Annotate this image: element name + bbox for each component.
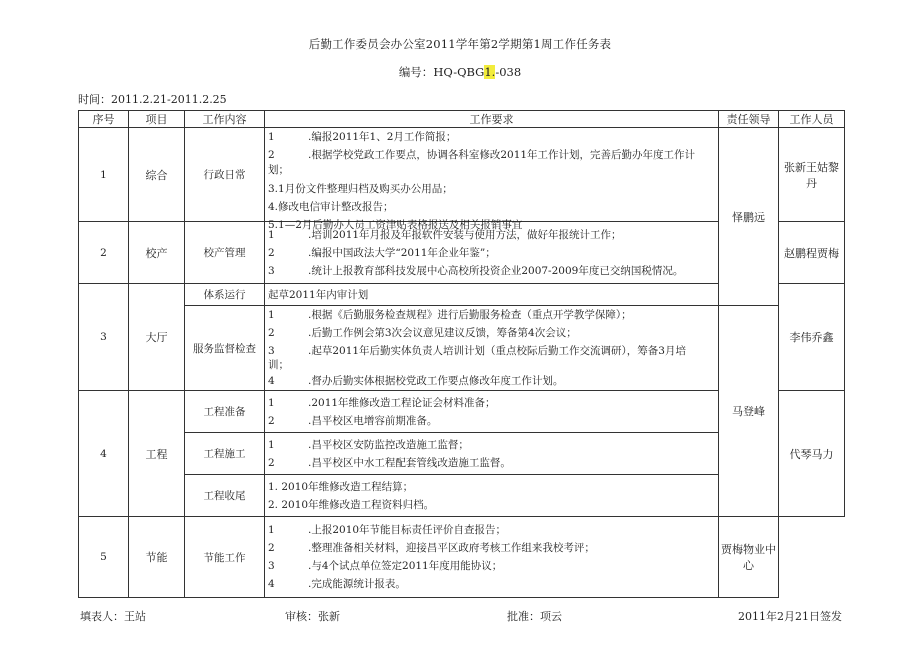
req-line: 3 .统计上报教育部科技发展中心高校所投资企业2007-2009年度已交纳国税情况。 <box>268 264 684 277</box>
code-prefix: HQ-QBG <box>433 65 485 79</box>
row-requirements <box>265 517 719 598</box>
row-content: 体系运行 <box>185 284 265 306</box>
col-header-leader: 责任领导 <box>719 111 779 128</box>
row-requirements <box>265 433 719 475</box>
req-line: 2 .昌平校区中水工程配套管线改造施工监督。 <box>268 456 511 469</box>
req-line: 1 .编报2011年1、2月工作简报； <box>268 131 457 143</box>
req-line: 2. 2010年维修改造工程资料归档。 <box>268 498 435 511</box>
row-project: 节能 <box>129 517 185 598</box>
table-row <box>79 306 845 391</box>
row-content: 节能工作 <box>185 517 265 598</box>
req-line: 1 .培训2011年月报及年报软件安装与使用方法，做好年报统计工作； <box>268 228 622 241</box>
row-content: 工程收尾 <box>185 475 265 517</box>
req-line: 1 .昌平校区安防监控改造施工监督； <box>268 438 469 451</box>
col-header-project: 项目 <box>129 111 185 128</box>
issue-date: 2011年2月21日签发 <box>738 610 842 623</box>
row-requirements <box>265 306 719 391</box>
req-line: 划； <box>268 164 289 176</box>
req-line: 1 .上报2010年节能目标责任评价自查报告； <box>268 524 507 536</box>
row-number: 5 <box>79 517 129 598</box>
table-row <box>79 128 845 222</box>
document-code <box>0 64 920 80</box>
req-line: 4 .督办后勤实体根据校党政工作要点修改年度工作计划。 <box>268 375 564 387</box>
row-content: 工程施工 <box>185 433 265 475</box>
req-line: 2 .编报中国政法大学“2011年企业年鉴”； <box>268 246 496 259</box>
filler: 填表人：王站 <box>80 610 146 623</box>
row-project: 工程 <box>129 391 185 517</box>
row-staff: 张新王姑黎丹 <box>779 128 845 222</box>
col-header-requirements: 工作要求 <box>265 111 719 128</box>
req-line: 5.1—2月后勤办人员工资津贴表格报送及相关报销事宜 <box>268 219 523 231</box>
time-range <box>78 91 227 107</box>
col-header-no: 序号 <box>79 111 129 128</box>
req-line: 2 .后勤工作例会第3次会议意见建议反馈，筹备第4次会议； <box>268 327 577 339</box>
time-value: 2011.2.21-2011.2.25 <box>111 93 227 106</box>
row-requirements <box>265 475 719 517</box>
row-project: 校产 <box>129 222 185 284</box>
table-row <box>79 517 845 598</box>
req-line: 3 .与4个试点单位签定2011年度用能协议； <box>268 560 503 572</box>
row-number: 4 <box>79 391 129 517</box>
approver: 批准：项云 <box>507 610 562 623</box>
row-requirements: 起草2011年内审计划 <box>265 284 719 306</box>
row-requirements <box>265 391 719 433</box>
req-line: 1 .2011年维修改造工程论证会材料准备； <box>268 396 496 409</box>
row-content: 工程准备 <box>185 391 265 433</box>
col-header-content: 工作内容 <box>185 111 265 128</box>
row-requirements <box>265 222 719 284</box>
req-line: 2 .根据学校党政工作要点，协调各科室修改2011年工作计划，完善后勤办年度工作计 <box>268 149 696 161</box>
row-project: 综合 <box>129 128 185 222</box>
row-staff: 贾梅物业中心 <box>719 517 779 598</box>
row-number: 3 <box>79 284 129 391</box>
task-table <box>78 110 845 598</box>
table-header-row <box>79 111 845 128</box>
row-staff: 李伟乔鑫 <box>779 284 845 391</box>
req-line: 3.1月份文件整理归档及购买办公用品； <box>268 183 453 195</box>
row-requirements <box>265 128 719 231</box>
row-staff: 代琴马力 <box>779 391 845 517</box>
req-line: 1 .根据《后勤服务检查规程》进行后勤服务检查（重点开学教学保障）； <box>268 309 632 321</box>
code-suffix: -038 <box>495 65 522 79</box>
row-number: 1 <box>79 128 129 222</box>
time-label: 时间： <box>78 93 111 106</box>
req-line: 4 .完成能源统计报表。 <box>268 578 406 590</box>
code-label: 编号： <box>398 65 434 79</box>
req-line: 2 .昌平校区电增容前期准备。 <box>268 414 438 427</box>
reviewer: 审核：张新 <box>285 610 340 623</box>
row-content: 行政日常 <box>185 128 265 222</box>
req-line: 3 .起草2011年后勤实体负责人培训计划（重点校际后勤工作交流调研），筹备3月培 <box>268 345 686 357</box>
leader-cell: 马登峰 <box>719 306 779 517</box>
col-header-staff: 工作人员 <box>779 111 845 128</box>
row-number: 2 <box>79 222 129 284</box>
row-project: 大厅 <box>129 284 185 391</box>
req-line: 训； <box>268 359 289 371</box>
document-title: 后勤工作委员会办公室2011学年第2学期第1周工作任务表 <box>308 37 612 51</box>
leader-cell: 怿鹏远 <box>719 128 779 306</box>
code-highlight: 1. <box>484 65 496 79</box>
req-line: 1. 2010年维修改造工程结算； <box>268 480 414 493</box>
row-content: 校产管理 <box>185 222 265 284</box>
req-line: 2 .整理准备相关材料，迎接昌平区政府考核工作组来我校考评； <box>268 542 595 554</box>
req-line: 4.修改电信审计整改报告； <box>268 201 394 213</box>
row-content: 服务监督检查 <box>185 306 265 391</box>
row-staff: 赵鹏程贾梅 <box>779 222 845 284</box>
